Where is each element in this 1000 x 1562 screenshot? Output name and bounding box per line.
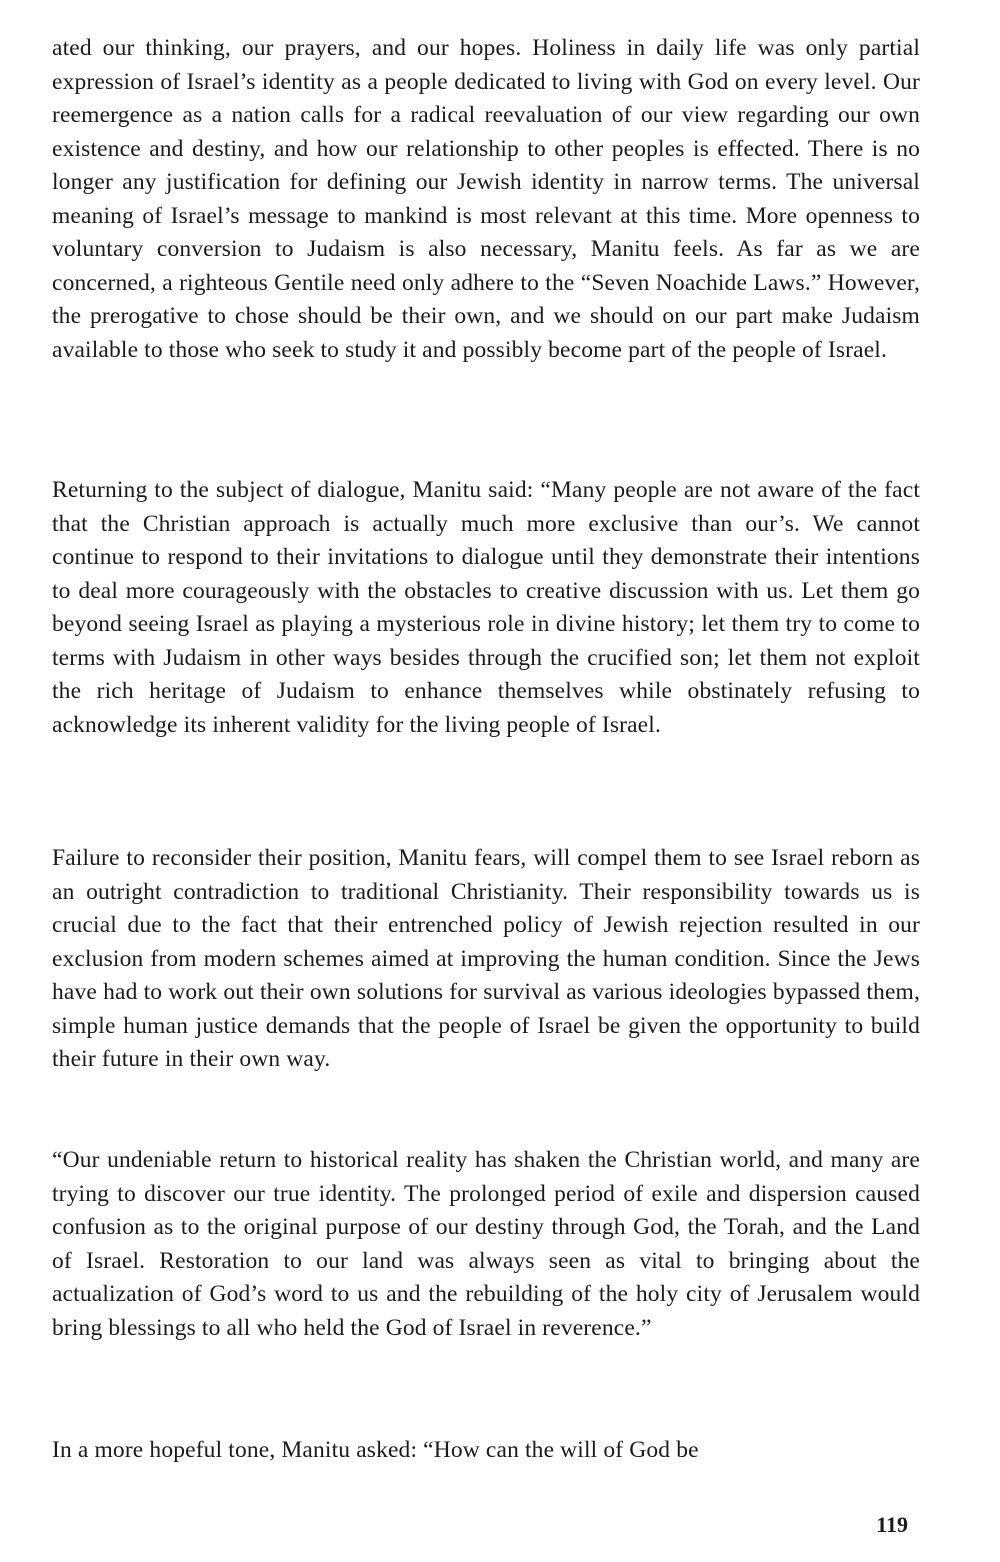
page-number: 119 [876,1512,908,1537]
paragraph-1: ated our thinking, our prayers, and our hopes. Holiness in daily life was only partial expression of Israel’s identity as a people dedicated to living with God on every level. Our reemergence as a nation calls for a radical reevaluation of our view regarding our own existence and destiny, and how our relationship to other peoples is effected. There is no longer any justification for defining our Jewish identity in narrow terms. The universal meaning of Israel’s message to mankind is most relevant at this time. More openness to voluntary conversion to Judaism is also necessary, Manitu feels. As far as we are concerned, a righteous Gentile need only adhere to the “Seven Noachide Laws.” However, the prerogative to chose should be their own, and we should on our part make Judaism available to those who seek to study it and possibly become part of the people of Israel. [52,35,920,363]
paragraph-4: “Our undeniable return to historical reality has shaken the Christian world, and many are trying to discover our true identity. The prolonged period of exile and dispersion caused confusion as to the original purpose of our destiny through God, the Torah, and the Land of Israel. Restoration to our land was always seen as vital to bringing about the actualization of God’s word to us and the rebuilding of the holy city of Jerusalem would bring blessings to all who held the God of Israel in reverence.” [52,1147,920,1341]
paragraph-5: In a more hopeful tone, Manitu asked: “How can the will of God be [52,1437,699,1463]
paragraph-2: Returning to the subject of dialogue, Manitu said: “Many people are not aware of the fact that the Christian approach is actually much more exclusive than our’s. We cannot continue to respond to their invitations to dialogue until they demonstrate their intentions to deal more courageously with the obstacles to creative discussion with us. Let them go beyond seeing Israel as playing a mysterious role in divine history; let them try to come to terms with Judaism in other ways besides through the crucified son; let them not exploit the rich heritage of Judaism to enhance themselves while obstinately refusing to acknowledge its inherent validity for the living people of Israel. [52,477,920,738]
paragraph-3: Failure to reconsider their position, Manitu fears, will compel them to see Israel reborn as an outright contradiction to traditional Christianity. Their responsibility towards us is crucial due to the fact that their entrenched policy of Jewish rejection resulted in our exclusion from modern schemes aimed at improving the human condition. Since the Jews have had to work out their own solutions for survival as various ideologies bypassed them, simple human justice demands that the people of Israel be given the opportunity to build their future in their own way. [52,845,920,1072]
